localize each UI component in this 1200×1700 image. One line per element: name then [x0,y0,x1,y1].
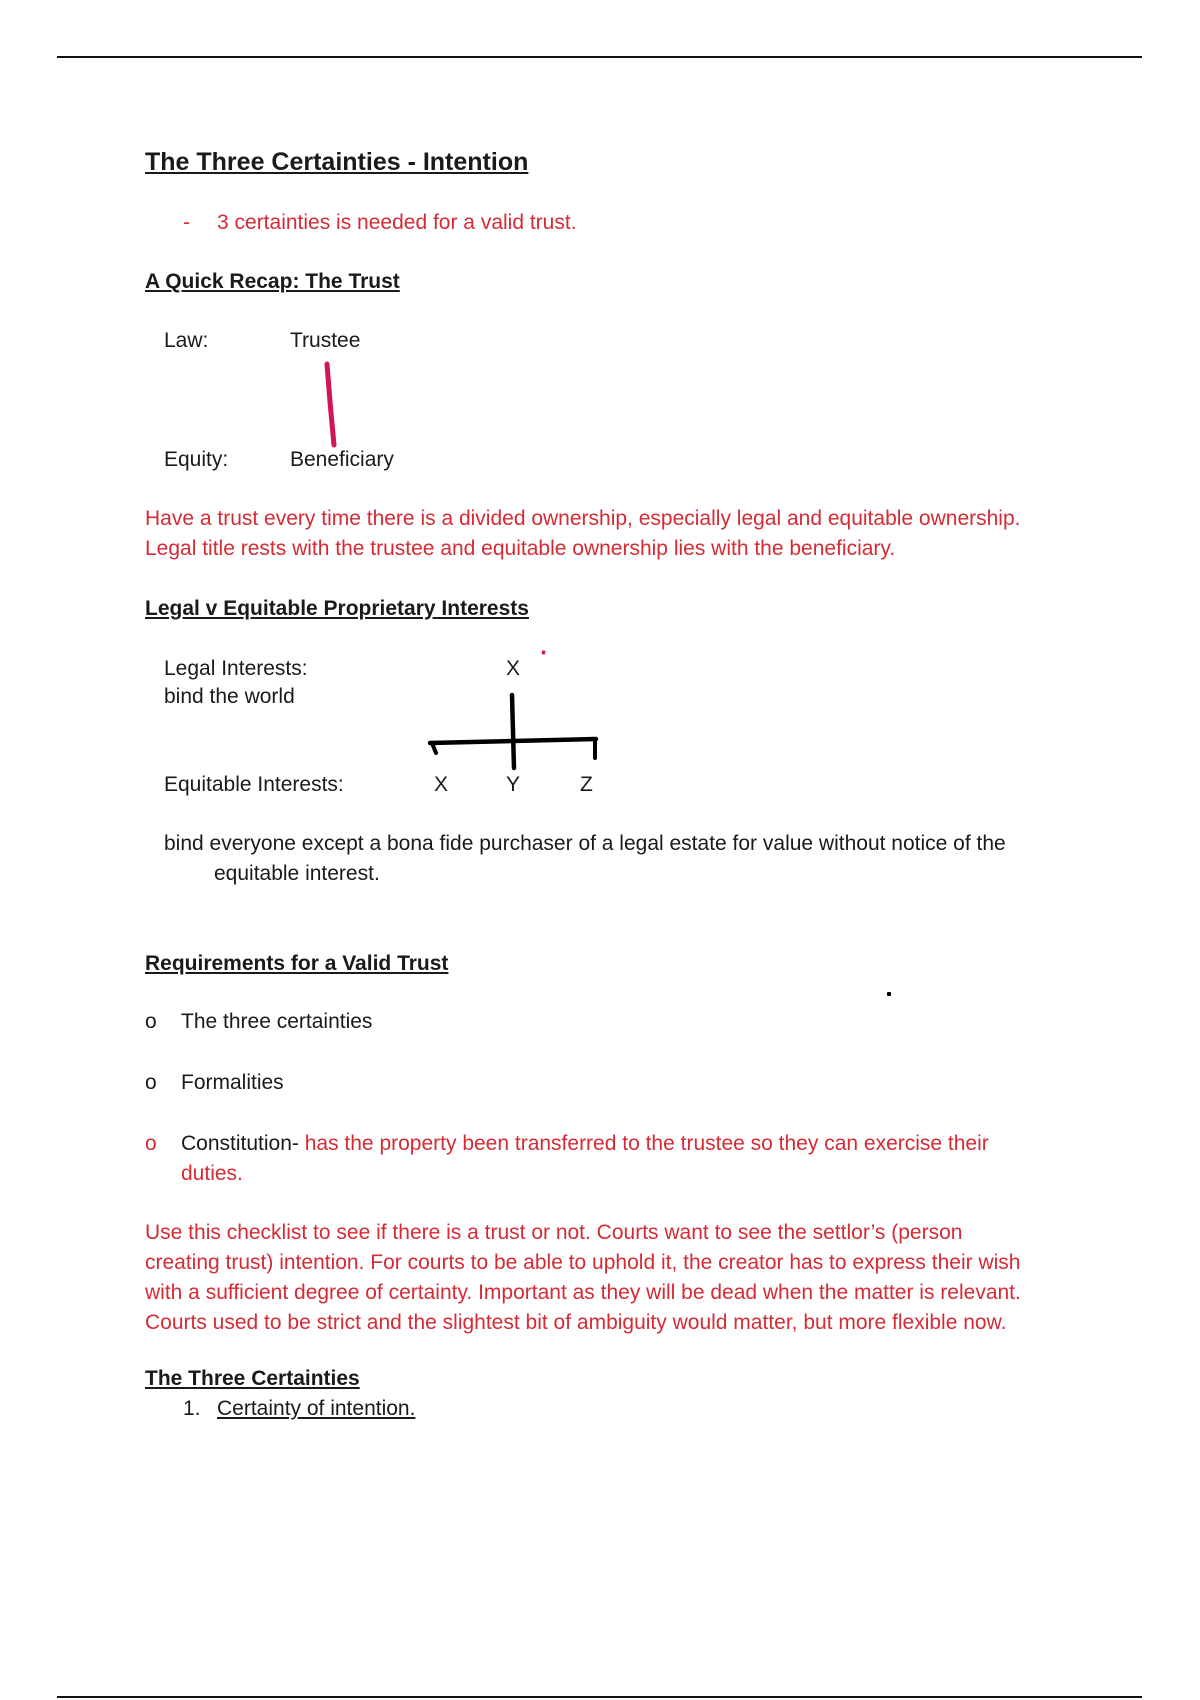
recap-note-line: Have a trust every time there is a divided ownership, especially legal and equitable ownership. [145,507,1021,530]
requirement-marker: o [145,1071,157,1094]
checklist-line: with a sufficient degree of certainty. Important as they will be dead when the matter is relevant. [145,1281,1021,1304]
three-certainties-heading: The Three Certainties [145,1367,360,1390]
tree-node-x: X [434,773,449,796]
requirement-item: The three certainties [181,1010,373,1033]
intro-bullet-text: 3 certainties is needed for a valid trust. [217,211,577,234]
pen-mark [542,652,545,653]
tree-top-node: X [506,657,521,680]
checklist-line: Use this checklist to see if there is a trust or not. Courts want to see the settlor’s (person [145,1221,963,1244]
page-title: The Three Certainties - Intention [145,148,529,176]
list-number: 1. [183,1397,201,1420]
tree-trunk [512,695,514,768]
requirement-item-note: has the property been transferred to the trustee so they can exercise their [298,1132,989,1155]
intro-bullet-marker: - [183,211,190,234]
legal-interests-label: Legal Interests: [164,657,308,680]
recap-heading: A Quick Recap: The Trust [145,270,400,293]
tree-node-y: Y [506,773,521,796]
law-label: Law: [164,329,209,352]
equitable-interests-label: Equitable Interests: [164,773,344,796]
tree-crossbar [430,739,596,743]
requirement-item: Formalities [181,1071,284,1094]
tree-node-z: Z [580,773,593,796]
requirement-marker: o [145,1010,157,1033]
checklist-paragraph [145,1218,1021,1338]
beneficiary-label: Beneficiary [290,448,394,471]
trustee-label: Trustee [290,329,361,352]
stray-dot [887,992,891,996]
requirement-marker: o [145,1132,157,1155]
requirement-item [181,1132,989,1156]
interests-heading: Legal v Equitable Proprietary Interests [145,597,529,620]
binding-line-1: bind everyone except a bona fide purchaser of a legal estate for value without notice of the [164,832,1006,855]
checklist-line: creating trust) intention. For courts to be able to uphold it, the creator has to express their wish [145,1251,1021,1274]
certainty-item: Certainty of intention. [217,1397,416,1420]
recap-note-line: Legal title rests with the trustee and equitable ownership lies with the beneficiary. [145,537,896,560]
requirements-heading: Requirements for a Valid Trust [145,952,449,975]
checklist-line: Courts used to be strict and the slightest bit of ambiguity would matter, but more flexible now. [145,1311,1007,1334]
binding-line-2: equitable interest. [214,862,380,885]
equity-label: Equity: [164,448,229,471]
legal-interests-sub: bind the world [164,685,295,708]
requirement-item-label: Constitution- [181,1132,299,1155]
requirement-item-note-cont: duties. [181,1162,243,1185]
